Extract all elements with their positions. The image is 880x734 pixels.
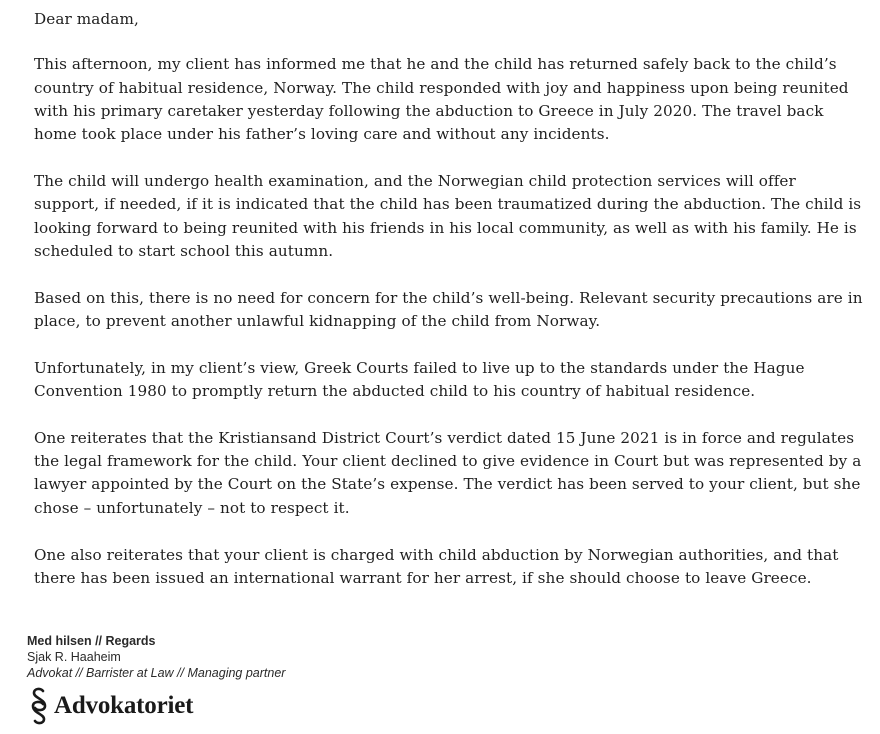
salutation: Dear madam, (34, 10, 139, 28)
paragraph-1: This afternoon, my client has informed me that he and the child has returned safely back to the child’s country of habitual residence, Norway. The child responded with joy and happiness upon being reunited with his primary caretaker yesterday following the abduction to Greece in July 2020. The travel back home took place under his father’s loving care and without any incidents. (34, 55, 849, 144)
paragraph-6: One also reiterates that your client is charged with child abduction by Norwegian authorities, and that there has been issued an international warrant for her arrest, if she should choose to leave Greece. (34, 545, 839, 587)
signature-regards: Med hilsen // Regards (27, 634, 156, 648)
paragraph-4: Unfortunately, in my client’s view, Greek Courts failed to live up to the standards under the Hague Convention 1980 to promptly return the abducted child to his country of habitual residence. (34, 358, 805, 401)
letter-body (34, 8, 864, 614)
signature-name: Sjak R. Haaheim (27, 650, 121, 664)
paragraph-2: The child will undergo health examination, and the Norwegian child protection services will offer support, if needed, if it is indicated that the child has been traumatized during the abduction. The child is looking forward to being reunited with his friends in his local community, as well as with his family. He is scheduled to start school this autumn. (34, 171, 862, 260)
paragraph-5: One reiterates that the Kristiansand District Court’s verdict dated 15 June 2021 is in force and regulates the legal framework for the child. Your client declined to give evidence in Court but was represented by a lawyer appointed by the Court on the State’s expense. The verdict has been served to your client, but she chose – unfortunately – not to respect it. (34, 428, 862, 517)
signature-title: Advokat // Barrister at Law // Managing partner (27, 666, 286, 680)
section-sign-logo-icon (27, 686, 51, 726)
firm-name: Advokatoriet (54, 692, 194, 719)
paragraph-3: Based on this, there is no need for concern for the child’s well-being. Relevant security precautions are in place, to prevent another unlawful kidnapping of the child from Norway. (34, 288, 863, 330)
firm-logo (27, 686, 193, 726)
signature-block (27, 633, 285, 681)
